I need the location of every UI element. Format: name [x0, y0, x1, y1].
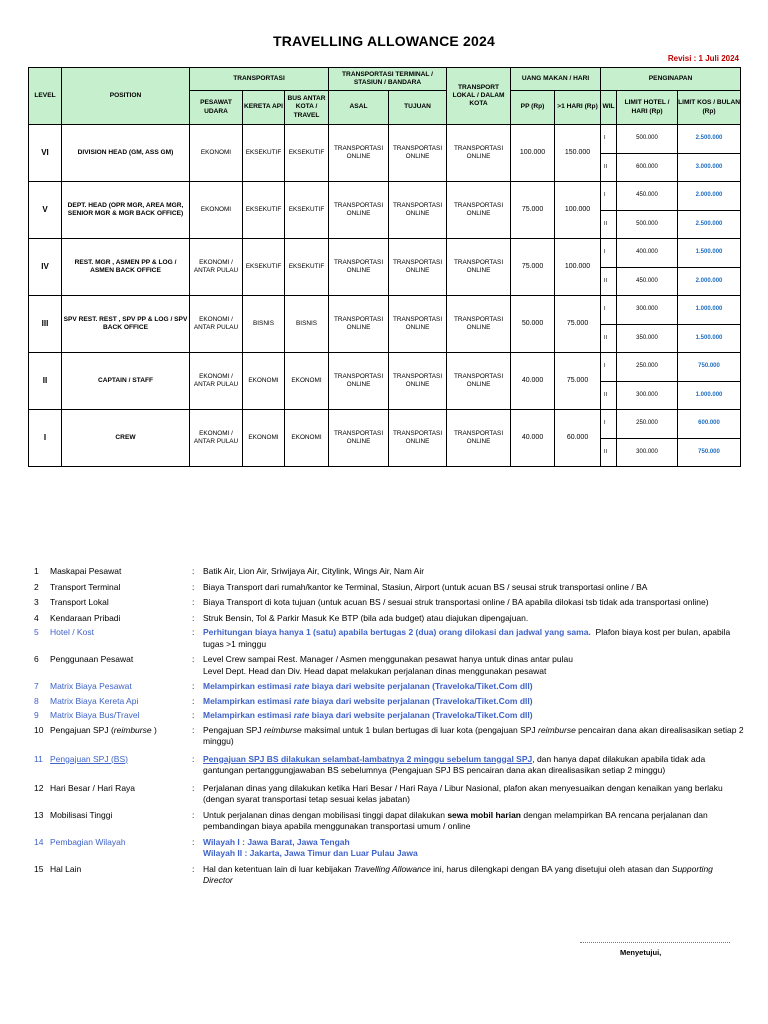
pp-cell: 40.000 — [511, 410, 555, 467]
note-item: 1 Maskapai Pesawat : Batik Air, Lion Air, Sriwijaya Air, Citylink, Wings Air, Nam Air — [34, 566, 425, 576]
level-cell: I — [29, 410, 62, 467]
bus-cell: EKSEKUTIF — [285, 125, 329, 182]
tujuan-cell: TRANSPORTASI ONLINE — [389, 296, 447, 353]
asal-cell: TRANSPORTASI ONLINE — [329, 353, 389, 410]
hotel-limit-cell: 300.000 — [617, 438, 678, 467]
lokal-cell: TRANSPORTASI ONLINE — [447, 182, 511, 239]
bus-cell: EKSEKUTIF — [285, 182, 329, 239]
note-item: 8 Matrix Biaya Kereta Api : Melampirkan estimasi rate biaya dari website perjalanan (Traveloka/Tiket.Com dll) — [34, 695, 533, 706]
hotel-limit-cell: 400.000 — [617, 239, 678, 268]
tujuan-cell: TRANSPORTASI ONLINE — [389, 410, 447, 467]
bus-cell: BISNIS — [285, 296, 329, 353]
pesawat-cell: EKONOMI / ANTAR PULAU — [190, 239, 243, 296]
hotel-limit-cell: 450.000 — [617, 182, 678, 211]
header-wil: WIL — [601, 91, 617, 125]
tujuan-cell: TRANSPORTASI ONLINE — [389, 182, 447, 239]
kos-limit-cell: 2.500.000 — [678, 125, 741, 154]
lebih1-cell: 100.000 — [555, 182, 601, 239]
hotel-limit-cell: 600.000 — [617, 153, 678, 182]
revision-date: Revisi : 1 Juli 2024 — [667, 54, 739, 63]
page-title: TRAVELLING ALLOWANCE 2024 — [272, 33, 496, 49]
hotel-limit-cell: 250.000 — [617, 410, 678, 439]
header-level: LEVEL — [29, 68, 62, 125]
pesawat-cell: EKONOMI / ANTAR PULAU — [190, 410, 243, 467]
note-item: 11 Pengajuan SPJ (BS) : Pengajuan SPJ BS dilakukan selambat-lambatnya 2 minggu sebelum tanggal SPJ, dan hanya dapat dilakukan apabila tidak ada gantungan pertanggungjawaban BS sebelumnya (Pengajuan SPJ BS pencairan dana akan direalisasikan setiap 2 minggu) — [34, 753, 706, 775]
level-cell: V — [29, 182, 62, 239]
hotel-limit-cell: 450.000 — [617, 267, 678, 296]
note-item: 10 Pengajuan SPJ (reimburse ) : Pengajuan SPJ reimburse maksimal untuk 1 bulan bertugas di luar kota (pengajuan SPJ reimburse pencairan dana akan direalisasikan setiap 2 minggu) — [34, 724, 744, 746]
position-cell: DIVISION HEAD (GM, ASS GM) — [62, 125, 190, 182]
table-body — [29, 125, 741, 467]
kos-limit-cell: 2.500.000 — [678, 210, 741, 239]
asal-cell: TRANSPORTASI ONLINE — [329, 239, 389, 296]
note-item: 7 Matrix Biaya Pesawat : Melampirkan estimasi rate biaya dari website perjalanan (Traveloka/Tiket.Com dll) — [34, 681, 533, 691]
table-row — [29, 353, 741, 382]
pesawat-cell: EKONOMI — [190, 125, 243, 182]
table-row — [29, 182, 741, 211]
table-row — [29, 125, 741, 154]
kereta-cell: EKONOMI — [243, 410, 285, 467]
pp-cell: 40.000 — [511, 353, 555, 410]
kos-limit-cell: 1.000.000 — [678, 381, 741, 410]
pp-cell: 100.000 — [511, 125, 555, 182]
kos-limit-cell: 1.500.000 — [678, 324, 741, 353]
kos-limit-cell: 600.000 — [678, 410, 741, 439]
header-hotel: LIMIT HOTEL / HARI (Rp) — [617, 91, 678, 125]
wil-cell: II — [601, 324, 617, 353]
wil-cell: I — [601, 410, 617, 439]
header-kos: LIMIT KOS / BULAN (Rp) — [678, 91, 741, 125]
level-cell: VI — [29, 125, 62, 182]
signature-line — [580, 942, 730, 943]
bus-cell: EKONOMI — [285, 353, 329, 410]
tujuan-cell: TRANSPORTASI ONLINE — [389, 125, 447, 182]
bus-cell: EKSEKUTIF — [285, 239, 329, 296]
wil-cell: II — [601, 267, 617, 296]
note-item: 13 Mobilisasi Tinggi : Untuk perjalanan dinas dengan mobilisasi tinggi dapat dilakukan sewa mobil harian dengan melampirkan BA rencana perjalanan dan pembandingan biaya apabila menggunakan transportasi umum / online — [34, 809, 708, 831]
pp-cell: 50.000 — [511, 296, 555, 353]
hotel-limit-cell: 300.000 — [617, 296, 678, 325]
position-cell: CAPTAIN / STAFF — [62, 353, 190, 410]
kos-limit-cell: 2.000.000 — [678, 267, 741, 296]
header-lebih1: >1 HARI (Rp) — [555, 91, 601, 125]
wil-cell: I — [601, 296, 617, 325]
header-tujuan: TUJUAN — [389, 91, 447, 125]
lokal-cell: TRANSPORTASI ONLINE — [447, 353, 511, 410]
note-item: 12 Hari Besar / Hari Raya : Perjalanan dinas yang dilakukan ketika Hari Besar / Hari Raya / Libur Nasional, plafon akan menyesuaikan dengan kenaikan yang berlaku (dengan syarat transportasi tetap sesuai kelas jabatan) — [34, 782, 723, 804]
header-asal: ASAL — [329, 91, 389, 125]
header-kereta: KERETA API — [243, 91, 285, 125]
hotel-limit-cell: 500.000 — [617, 125, 678, 154]
lebih1-cell: 75.000 — [555, 353, 601, 410]
lokal-cell: TRANSPORTASI ONLINE — [447, 296, 511, 353]
wil-cell: I — [601, 239, 617, 268]
lebih1-cell: 150.000 — [555, 125, 601, 182]
header-transportasi: TRANSPORTASI — [190, 68, 329, 91]
asal-cell: TRANSPORTASI ONLINE — [329, 125, 389, 182]
kos-limit-cell: 1.500.000 — [678, 239, 741, 268]
tujuan-cell: TRANSPORTASI ONLINE — [389, 353, 447, 410]
header-bus: BUS ANTAR KOTA / TRAVEL — [285, 91, 329, 125]
wil-cell: I — [601, 125, 617, 154]
kos-limit-cell: 750.000 — [678, 438, 741, 467]
wil-cell: II — [601, 381, 617, 410]
position-cell: REST. MGR , ASMEN PP & LOG / ASMEN BACK OFFICE — [62, 239, 190, 296]
pp-cell: 75.000 — [511, 182, 555, 239]
note-item: 9 Matrix Biaya Bus/Travel : Melampirkan estimasi rate biaya dari website perjalanan (Traveloka/Tiket.Com dll) — [34, 710, 533, 720]
note-item: 4 Kendaraan Pribadi : Struk Bensin, Tol & Parkir Masuk Ke BTP (bila ada budget) atau diajukan dipengajuan. — [34, 612, 529, 623]
kos-limit-cell: 1.000.000 — [678, 296, 741, 325]
hotel-limit-cell: 250.000 — [617, 353, 678, 382]
lokal-cell: TRANSPORTASI ONLINE — [447, 239, 511, 296]
pp-cell: 75.000 — [511, 239, 555, 296]
note-item: 15 Hal Lain : Hal dan ketentuan lain di luar kebijakan Travelling Allowance ini, harus dilengkapi dengan BA yang disetujui oleh atasan dan Supporting Director — [34, 863, 713, 885]
level-cell: IV — [29, 239, 62, 296]
wil-cell: II — [601, 210, 617, 239]
kos-limit-cell: 3.000.000 — [678, 153, 741, 182]
bus-cell: EKONOMI — [285, 410, 329, 467]
note-item: 6 Penggunaan Pesawat : Level Crew sampai Rest. Manager / Asmen menggunakan pesawat hanya untuk dinas antar pulau Level Dept. Head dan Div. Head dapat melakukan perjalanan dinas menggunakan pesawat — [34, 654, 573, 676]
header-uang-makan: UANG MAKAN / HARI — [511, 68, 601, 91]
header-terminal: TRANSPORTASI TERMINAL / STASIUN / BANDARA — [329, 68, 447, 91]
lebih1-cell: 75.000 — [555, 296, 601, 353]
kereta-cell: EKSEKUTIF — [243, 125, 285, 182]
note-item: 2 Transport Terminal : Biaya Transport dari rumah/kantor ke Terminal, Stasiun, Airport (untuk acuan BS / seusai struk transportasi online / BA — [34, 581, 648, 592]
position-cell: CREW — [62, 410, 190, 467]
hotel-limit-cell: 300.000 — [617, 381, 678, 410]
table-row — [29, 410, 741, 439]
table-row — [29, 239, 741, 268]
pesawat-cell: EKONOMI / ANTAR PULAU — [190, 296, 243, 353]
position-cell: SPV REST. REST , SPV PP & LOG / SPV BACK OFFICE — [62, 296, 190, 353]
kereta-cell: BISNIS — [243, 296, 285, 353]
header-penginapan: PENGINAPAN — [601, 68, 741, 91]
header-pesawat: PESAWAT UDARA — [190, 91, 243, 125]
position-cell: DEPT. HEAD (OPR MGR, AREA MGR, SENIOR MGR & MGR BACK OFFICE) — [62, 182, 190, 239]
notes-list — [34, 566, 744, 891]
hotel-limit-cell: 500.000 — [617, 210, 678, 239]
header-lokal: TRANSPORT LOKAL / DALAM KOTA — [447, 68, 511, 125]
pesawat-cell: EKONOMI — [190, 182, 243, 239]
approval-label: Menyetujui, — [620, 948, 662, 957]
asal-cell: TRANSPORTASI ONLINE — [329, 296, 389, 353]
lebih1-cell: 100.000 — [555, 239, 601, 296]
hotel-limit-cell: 350.000 — [617, 324, 678, 353]
wil-cell: I — [601, 182, 617, 211]
wil-cell: II — [601, 438, 617, 467]
table-row — [29, 296, 741, 325]
header-pp: PP (Rp) — [511, 91, 555, 125]
wil-cell: II — [601, 153, 617, 182]
kos-limit-cell: 750.000 — [678, 353, 741, 382]
pesawat-cell: EKONOMI / ANTAR PULAU — [190, 353, 243, 410]
wil-cell: I — [601, 353, 617, 382]
allowance-table — [28, 67, 741, 467]
asal-cell: TRANSPORTASI ONLINE — [329, 410, 389, 467]
header-position: POSITION — [62, 68, 190, 125]
kereta-cell: EKSEKUTIF — [243, 239, 285, 296]
lebih1-cell: 60.000 — [555, 410, 601, 467]
note-item: 14 Pembagian Wilayah : Wilayah I : Jawa Barat, Jawa Tengah Wilayah II : Jakarta, Jawa Timur dan Luar Pulau Jawa — [34, 836, 418, 858]
asal-cell: TRANSPORTASI ONLINE — [329, 182, 389, 239]
note-item: 5 Hotel / Kost : Perhitungan biaya hanya 1 (satu) apabila bertugas 2 (dua) orang dilokasi dan jadwal yang sama. Plafon biaya kost per bulan, apabila tugas >1 minggu — [34, 627, 731, 649]
kos-limit-cell: 2.000.000 — [678, 182, 741, 211]
kereta-cell: EKONOMI — [243, 353, 285, 410]
level-cell: II — [29, 353, 62, 410]
kereta-cell: EKSEKUTIF — [243, 182, 285, 239]
lokal-cell: TRANSPORTASI ONLINE — [447, 125, 511, 182]
lokal-cell: TRANSPORTASI ONLINE — [447, 410, 511, 467]
note-item: 3 Transport Lokal : Biaya Transport di kota tujuan (untuk acuan BS / sesuai struk transportasi online / BA apabila dilokasi tsb tidak ada transportasi online) — [34, 597, 709, 607]
tujuan-cell: TRANSPORTASI ONLINE — [389, 239, 447, 296]
level-cell: III — [29, 296, 62, 353]
